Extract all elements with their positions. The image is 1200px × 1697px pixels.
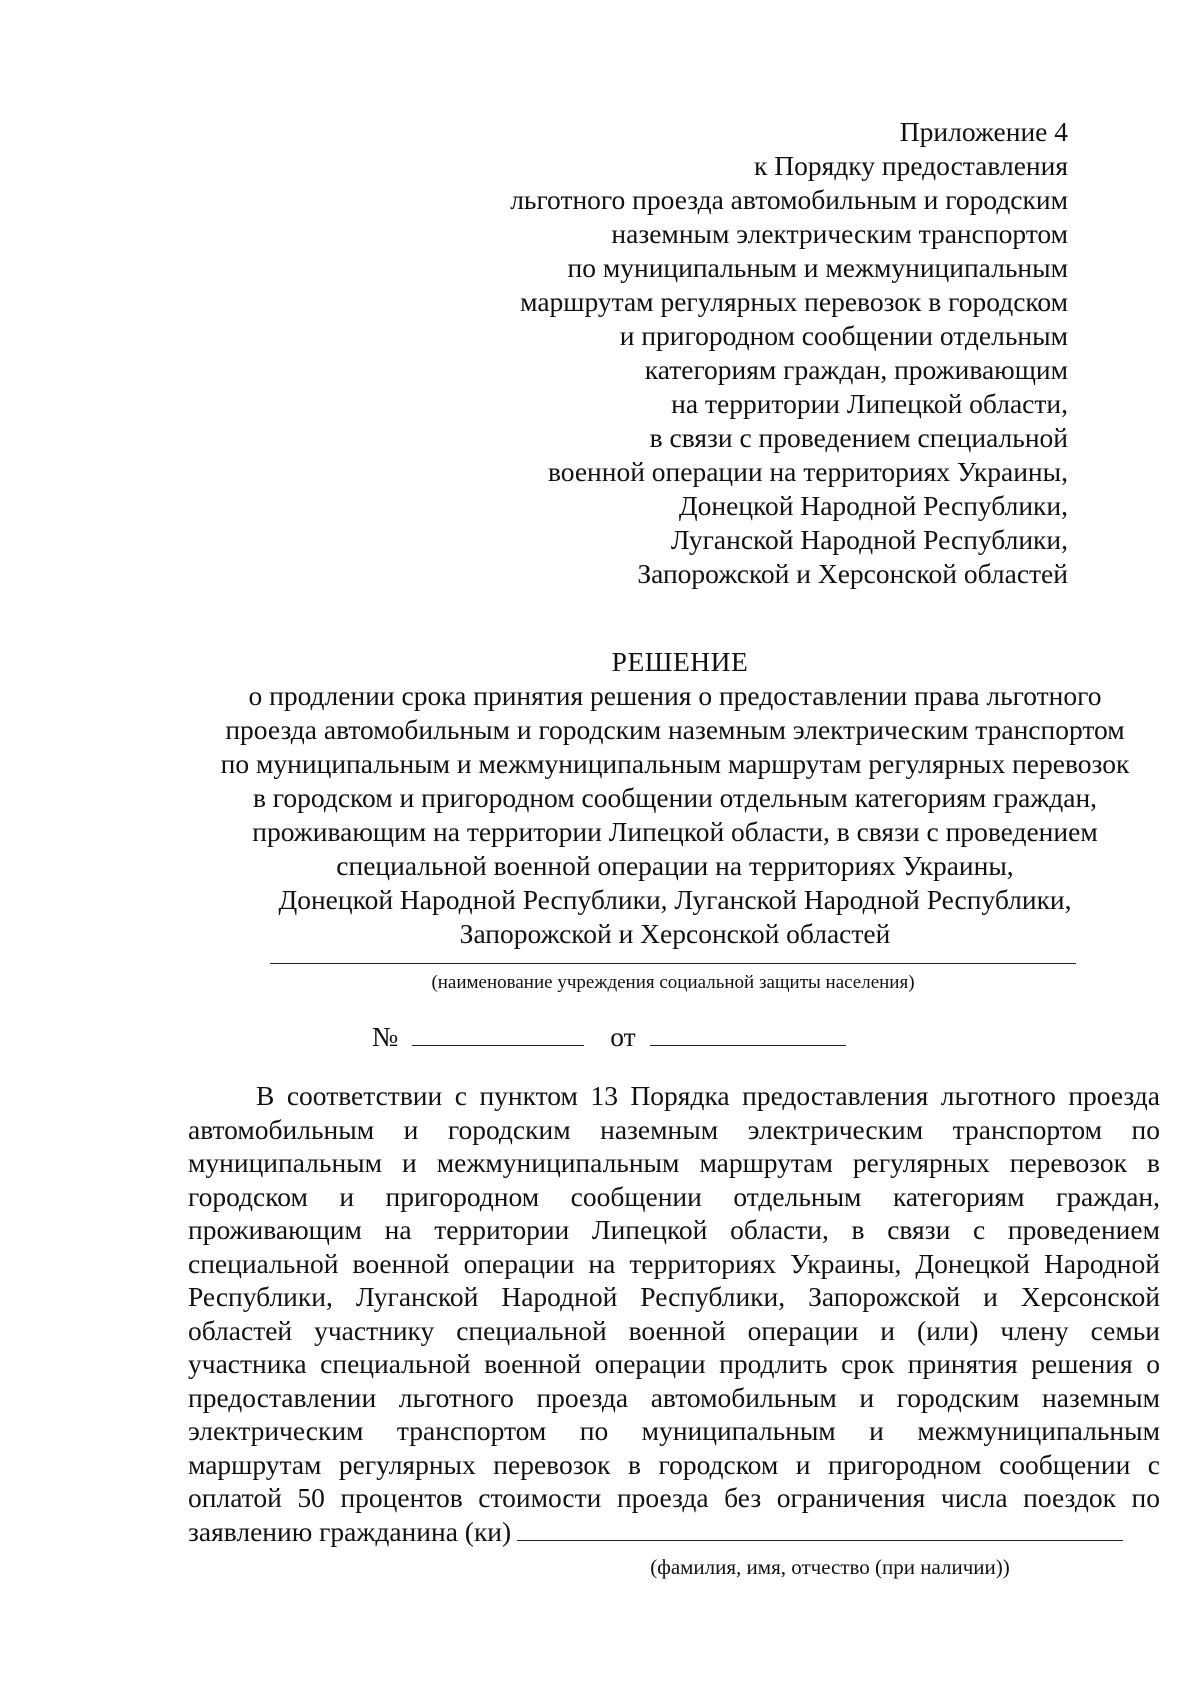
- body-line: участника специальной военной операции продлить срок принятия решения о: [188, 1348, 1160, 1379]
- appendix-line: в связи с проведением специальной: [649, 422, 1068, 453]
- decision-subject: [195, 679, 1155, 951]
- body-line: оплатой 50 процентов стоимости проезда без ограничения числа поездок по: [188, 1482, 1160, 1513]
- body-line: предоставлении льготного проезда автомобильным и городским наземным: [188, 1381, 1160, 1413]
- date-field[interactable]: [650, 1021, 846, 1046]
- subject-line: Донецкой Народной Республики, Луганской Народной Республики,: [278, 884, 1072, 915]
- subject-line: проживающим на территории Липецкой области, в связи с проведением: [252, 816, 1098, 847]
- appendix-line: наземным электрическим транспортом: [611, 218, 1068, 249]
- body-line: Республики, Луганской Народной Республики, Запорожской и Херсонской: [188, 1281, 1160, 1312]
- appendix-line: по муниципальным и межмуниципальным: [567, 252, 1068, 283]
- appendix-line: военной операции на территориях Украины,: [547, 456, 1068, 487]
- body-line: электрическим транспортом по муниципальным и межмуниципальным: [188, 1415, 1160, 1446]
- number-field[interactable]: [412, 1021, 584, 1046]
- body-line: маршрутам регулярных перевозок в городском и пригородном сообщении с: [188, 1448, 1160, 1480]
- appendix-line: Донецкой Народной Республики,: [678, 490, 1068, 521]
- appendix-header: [368, 115, 1068, 591]
- applicant-line: [188, 1515, 1160, 1549]
- subject-line: специальной военной операции на территориях Украины,: [336, 850, 1014, 881]
- fio-caption: (фамилия, имя, отчество (при наличии)): [650, 1555, 1010, 1579]
- institution-caption: (наименование учреждения социальной защиты населения): [431, 972, 915, 993]
- applicant-label: заявлению гражданина (ки): [188, 1515, 512, 1547]
- body-line: городском и пригородном сообщении отдельным категориям граждан,: [188, 1180, 1160, 1212]
- body-line: В соответствии с пунктом 13 Порядка предоставления льготного проезда: [256, 1080, 1160, 1111]
- appendix-line: маршрутам регулярных перевозок в городском: [520, 286, 1068, 317]
- subject-line: в городском и пригородном сообщении отдельным категориям граждан,: [252, 782, 1098, 813]
- body-line: специальной военной операции на территориях Украины, Донецкой Народной: [188, 1247, 1160, 1279]
- appendix-line: Приложение 4: [899, 116, 1068, 147]
- subject-line: Запорожской и Херсонской областей: [459, 918, 891, 949]
- decision-body: [188, 1079, 1160, 1548]
- number-label: №: [372, 1021, 399, 1052]
- document-title: РЕШЕНИЕ: [611, 646, 749, 677]
- number-date-row: [372, 1020, 846, 1054]
- appendix-line: к Порядку предоставления: [754, 150, 1068, 181]
- appendix-line: и пригородном сообщении отдельным: [619, 320, 1068, 351]
- subject-line: по муниципальным и межмуниципальным маршрутам регулярных перевозок: [220, 748, 1130, 779]
- applicant-name-field[interactable]: [517, 1516, 1123, 1541]
- body-line: автомобильным и городским наземным электрическим транспортом по: [188, 1113, 1160, 1145]
- date-label: от: [610, 1021, 636, 1052]
- body-line: проживающим на территории Липецкой области, в связи с проведением: [188, 1214, 1160, 1245]
- institution-name-field[interactable]: [270, 963, 1076, 964]
- appendix-line: категориям граждан, проживающим: [644, 354, 1068, 385]
- subject-line: о продлении срока принятия решения о предоставлении права льготного: [248, 680, 1102, 711]
- body-line: областей участнику специальной военной операции и (или) члену семьи: [188, 1314, 1160, 1346]
- appendix-line: Луганской Народной Республики,: [670, 524, 1068, 555]
- appendix-line: льготного проезда автомобильным и городским: [510, 184, 1068, 215]
- appendix-line: Запорожской и Херсонской областей: [637, 558, 1068, 589]
- appendix-line: на территории Липецкой области,: [671, 388, 1068, 419]
- subject-line: проезда автомобильным и городским наземным электрическим транспортом: [225, 714, 1125, 745]
- body-line: муниципальным и межмуниципальным маршрутам регулярных перевозок в: [188, 1147, 1160, 1178]
